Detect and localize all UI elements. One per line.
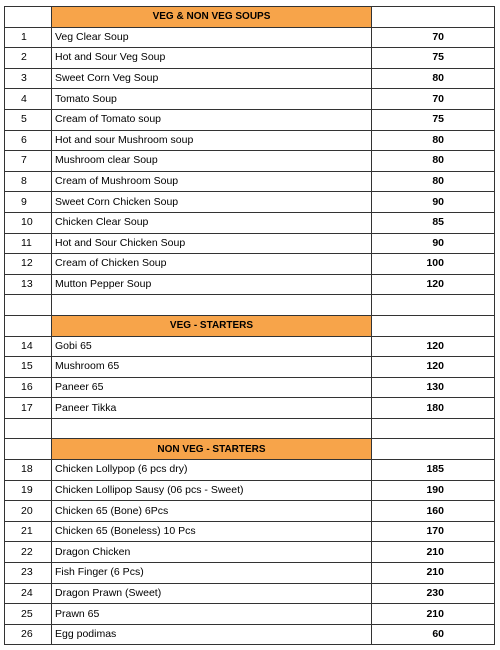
item-number: 1 (5, 27, 52, 48)
item-number: 3 (5, 68, 52, 89)
section-header-blank (5, 315, 52, 336)
item-price: 120 (372, 336, 495, 357)
item-name: Chicken Lollypop (6 pcs dry) (52, 460, 372, 481)
item-number: 24 (5, 583, 52, 604)
item-price: 210 (372, 542, 495, 563)
spacer-cell (5, 295, 52, 316)
item-name: Hot and Sour Veg Soup (52, 48, 372, 69)
section-spacer-row (5, 295, 495, 316)
section-header-row (5, 439, 495, 460)
item-number: 17 (5, 398, 52, 419)
item-name: Paneer Tikka (52, 398, 372, 419)
section-title: VEG - STARTERS (52, 315, 372, 336)
item-number: 19 (5, 480, 52, 501)
menu-item-row (5, 336, 495, 357)
item-number: 4 (5, 89, 52, 110)
item-number: 23 (5, 563, 52, 584)
item-name: Dragon Chicken (52, 542, 372, 563)
item-number: 14 (5, 336, 52, 357)
item-price: 190 (372, 480, 495, 501)
section-header-row (5, 7, 495, 28)
item-price: 60 (372, 624, 495, 645)
item-name: Prawn 65 (52, 604, 372, 625)
item-number: 13 (5, 274, 52, 295)
section-header-blank (372, 439, 495, 460)
item-name: Cream of Mushroom Soup (52, 171, 372, 192)
item-number: 11 (5, 233, 52, 254)
item-number: 16 (5, 377, 52, 398)
menu-item-row (5, 151, 495, 172)
menu-item-row (5, 398, 495, 419)
menu-item-row (5, 357, 495, 378)
item-price: 90 (372, 233, 495, 254)
menu-item-row (5, 480, 495, 501)
item-price: 75 (372, 48, 495, 69)
item-price: 75 (372, 109, 495, 130)
item-price: 210 (372, 563, 495, 584)
menu-item-row (5, 604, 495, 625)
item-price: 70 (372, 27, 495, 48)
item-price: 120 (372, 274, 495, 295)
item-name: Chicken 65 (Boneless) 10 Pcs (52, 521, 372, 542)
menu-item-row (5, 624, 495, 645)
item-name: Chicken Clear Soup (52, 212, 372, 233)
section-title: NON VEG - STARTERS (52, 439, 372, 460)
menu-item-row (5, 109, 495, 130)
item-number: 25 (5, 604, 52, 625)
item-name: Cream of Chicken Soup (52, 254, 372, 275)
menu-item-row (5, 563, 495, 584)
menu-item-row (5, 274, 495, 295)
menu-item-row (5, 27, 495, 48)
menu-item-row (5, 233, 495, 254)
item-name: Sweet Corn Chicken Soup (52, 192, 372, 213)
spacer-cell (52, 295, 372, 316)
spacer-cell (372, 418, 495, 439)
item-price: 160 (372, 501, 495, 522)
item-number: 26 (5, 624, 52, 645)
menu-item-row (5, 460, 495, 481)
menu-item-row (5, 377, 495, 398)
item-price: 80 (372, 171, 495, 192)
item-number: 21 (5, 521, 52, 542)
menu-item-row (5, 171, 495, 192)
menu-item-row (5, 68, 495, 89)
menu-item-row (5, 212, 495, 233)
item-name: Gobi 65 (52, 336, 372, 357)
section-header-blank (5, 7, 52, 28)
section-header-row (5, 315, 495, 336)
item-number: 5 (5, 109, 52, 130)
item-number: 10 (5, 212, 52, 233)
item-name: Tomato Soup (52, 89, 372, 110)
item-name: Chicken Lollipop Sausy (06 pcs - Sweet) (52, 480, 372, 501)
item-price: 130 (372, 377, 495, 398)
item-name: Dragon Prawn (Sweet) (52, 583, 372, 604)
item-price: 90 (372, 192, 495, 213)
item-number: 9 (5, 192, 52, 213)
item-number: 18 (5, 460, 52, 481)
item-price: 80 (372, 151, 495, 172)
item-name: Paneer 65 (52, 377, 372, 398)
item-price: 170 (372, 521, 495, 542)
item-price: 80 (372, 130, 495, 151)
menu-item-row (5, 542, 495, 563)
item-name: Veg Clear Soup (52, 27, 372, 48)
item-name: Chicken 65 (Bone) 6Pcs (52, 501, 372, 522)
item-name: Hot and Sour Chicken Soup (52, 233, 372, 254)
section-spacer-row (5, 418, 495, 439)
menu-item-row (5, 254, 495, 275)
item-name: Mushroom 65 (52, 357, 372, 378)
menu-item-row (5, 89, 495, 110)
item-price: 80 (372, 68, 495, 89)
item-name: Hot and sour Mushroom soup (52, 130, 372, 151)
item-price: 180 (372, 398, 495, 419)
item-name: Mutton Pepper Soup (52, 274, 372, 295)
item-price: 230 (372, 583, 495, 604)
item-name: Mushroom clear Soup (52, 151, 372, 172)
item-number: 2 (5, 48, 52, 69)
item-price: 70 (372, 89, 495, 110)
menu-item-row (5, 501, 495, 522)
spacer-cell (372, 295, 495, 316)
menu-item-row (5, 192, 495, 213)
menu-item-row (5, 521, 495, 542)
item-price: 100 (372, 254, 495, 275)
section-header-blank (5, 439, 52, 460)
item-name: Egg podimas (52, 624, 372, 645)
item-number: 20 (5, 501, 52, 522)
item-name: Sweet Corn Veg Soup (52, 68, 372, 89)
item-number: 22 (5, 542, 52, 563)
menu-item-row (5, 48, 495, 69)
menu-item-row (5, 583, 495, 604)
spacer-cell (52, 418, 372, 439)
item-number: 15 (5, 357, 52, 378)
item-name: Fish Finger (6 Pcs) (52, 563, 372, 584)
item-price: 210 (372, 604, 495, 625)
menu-table-body (5, 7, 495, 645)
menu-item-row (5, 130, 495, 151)
item-price: 185 (372, 460, 495, 481)
item-price: 120 (372, 357, 495, 378)
section-title: VEG & NON VEG SOUPS (52, 7, 372, 28)
spacer-cell (5, 418, 52, 439)
item-number: 6 (5, 130, 52, 151)
section-header-blank (372, 315, 495, 336)
item-number: 7 (5, 151, 52, 172)
menu-sheet (4, 6, 494, 645)
item-price: 85 (372, 212, 495, 233)
item-name: Cream of Tomato soup (52, 109, 372, 130)
section-header-blank (372, 7, 495, 28)
item-number: 12 (5, 254, 52, 275)
menu-table (4, 6, 495, 645)
item-number: 8 (5, 171, 52, 192)
